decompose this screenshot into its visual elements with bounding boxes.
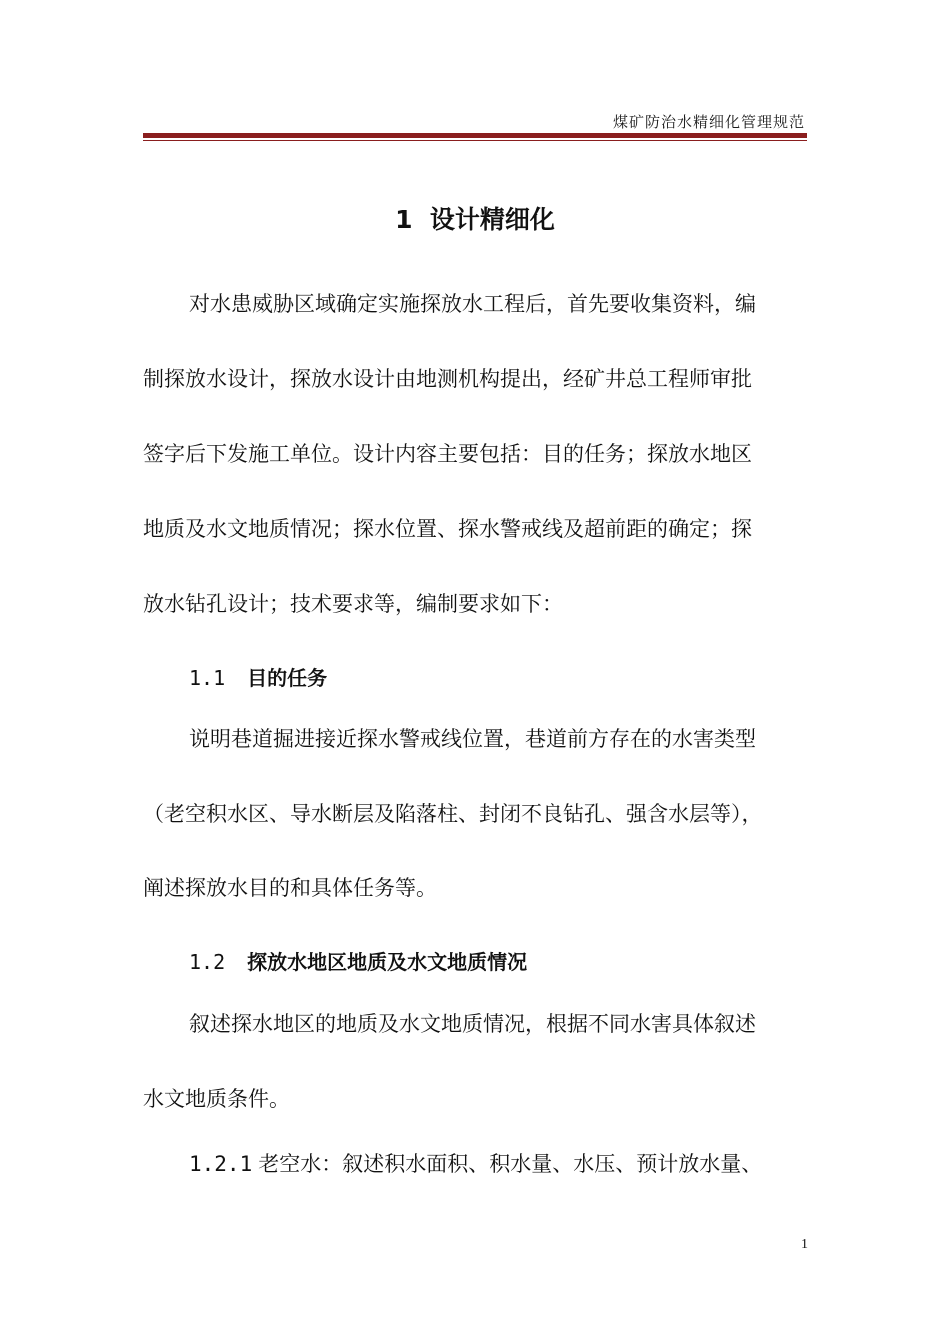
paragraph-line: 叙述探水地区的地质及水文地质情况，根据不同水害具体叙述 — [189, 1012, 756, 1036]
chapter-title — [0, 200, 950, 236]
subsection-1-2-1 — [189, 1149, 859, 1179]
section-title: 探放水地区地质及水文地质情况 — [247, 950, 528, 974]
subsection-text: 老空水：叙述积水面积、积水量、水压、预计放水量、 — [258, 1152, 763, 1176]
header-rule-thin — [143, 140, 807, 141]
header-rule-thick — [143, 133, 807, 138]
section-title: 目的任务 — [247, 666, 328, 690]
paragraph-line: 水文地质条件。 — [143, 1087, 290, 1111]
paragraph-line: 阐述探放水目的和具体任务等。 — [143, 876, 437, 900]
paragraph-line: （老空积水区、导水断层及陷落柱、封闭不良钻孔、强含水层等）， — [143, 802, 763, 826]
chapter-title-text: 设计精细化 — [429, 205, 555, 234]
page-number: 1 — [801, 1237, 808, 1252]
running-header-title: 煤矿防治水精细化管理规范 — [612, 113, 805, 131]
section-number: 1.2 — [189, 950, 226, 974]
paragraph-line: 说明巷道掘进接近探水警戒线位置，巷道前方存在的水害类型 — [189, 727, 756, 751]
paragraph-line: 签字后下发施工单位。设计内容主要包括：目的任务；探放水地区 — [143, 442, 752, 466]
section-number: 1.1 — [189, 666, 226, 690]
chapter-number: 1 — [395, 205, 413, 234]
paragraph-line: 放水钻孔设计；技术要求等，编制要求如下： — [143, 592, 563, 616]
paragraph-line: 地质及水文地质情况；探水位置、探水警戒线及超前距的确定；探 — [143, 517, 752, 541]
paragraph-line: 对水患威胁区域确定实施探放水工程后，首先要收集资料，编 — [189, 292, 756, 316]
section-heading-1-2 — [189, 946, 527, 975]
subsection-number: 1.2.1 — [189, 1152, 253, 1176]
section-heading-1-1 — [189, 662, 327, 691]
paragraph-line: 制探放水设计，探放水设计由地测机构提出，经矿井总工程师审批 — [143, 367, 752, 391]
